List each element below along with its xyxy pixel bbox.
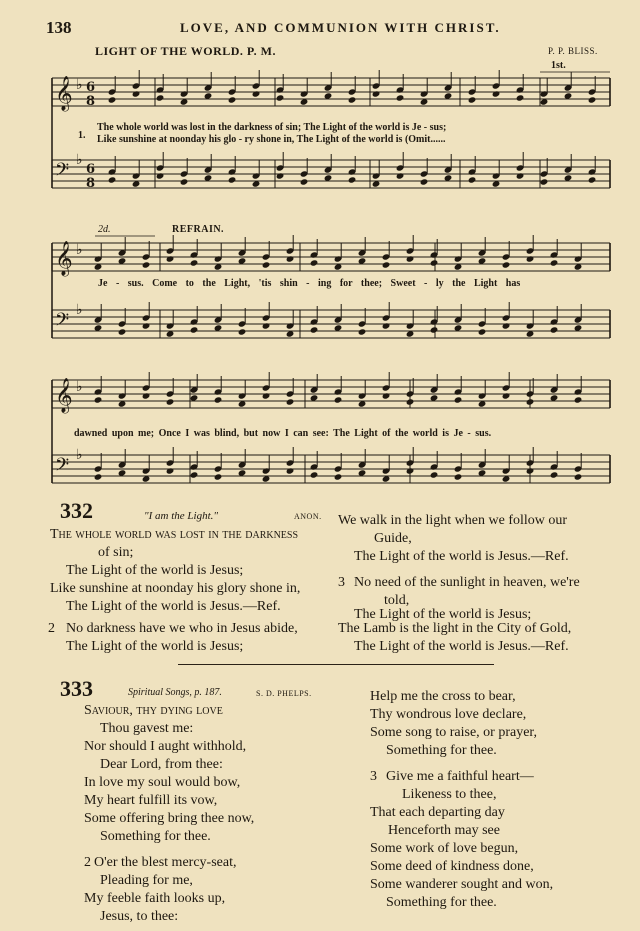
hymn-author: ANON. [294,512,322,521]
hymn-number: 333 [60,676,93,701]
note-head [132,90,141,97]
note-head [310,326,319,333]
note-head [262,322,271,329]
verse-line: The Light of the world is Jesus.—Ref. [66,599,281,614]
treble-clef-icon: 𝄞 [55,76,73,111]
bass-clef-icon: 𝄢 [55,310,70,335]
flat-icon: ♭ [76,302,83,318]
time-signature: 6 [86,80,96,95]
time-signature: 8 [86,176,96,191]
note-head [118,328,127,335]
verse-line: The Light of the world is Jesus.—Ref. [354,639,569,654]
note-head [516,94,525,101]
note-head [550,471,559,478]
note-head [190,326,199,333]
note-head [142,261,151,268]
note-head [190,259,199,266]
note-head [276,94,285,101]
flat-icon: ♭ [76,379,83,395]
verse-line: In love my soul would bow, [84,775,241,790]
note-head [252,90,261,97]
note-head [156,172,165,179]
note-head [214,396,223,403]
note-head [358,328,367,335]
note-head [156,94,165,101]
verse-line: Like sunshine at noonday his glory shone in, [50,581,301,596]
note-head [334,396,343,403]
note-head [214,473,223,480]
verse-line: Give me a faithful heart— [386,769,534,784]
note-head [262,261,271,268]
note-head [406,467,415,474]
verse-line: of sin; [98,545,134,560]
composer: P. P. BLISS. [548,46,598,56]
verse-line: The Light of the world is Jesus.—Ref. [354,549,569,564]
note-head [190,471,199,478]
verse-line: The Light of the world is Jesus; [354,607,532,622]
verse-line: No need of the sunlight in heaven, we're [354,575,580,590]
flat-icon: ♭ [76,77,83,93]
verse-line: Henceforth may see [388,823,500,838]
bass-clef-icon: 𝄢 [55,160,70,185]
page-number: 138 [46,18,72,37]
tune-title: LIGHT OF THE WORLD. P. M. [95,44,276,58]
flat-icon: ♭ [76,242,83,258]
note-head [550,259,559,266]
verse-line: That each departing day [370,805,505,820]
verse-line: My heart fulfill its vow, [84,793,218,808]
note-head [574,396,583,403]
note-head [550,326,559,333]
note-head [382,322,391,329]
note-head [166,398,175,405]
note-head [108,176,117,183]
verse-line: Some wanderer sought and won, [370,877,554,892]
verse-line: My feeble faith looks up, [84,891,226,906]
time-signature: 8 [86,94,96,109]
note-head [406,398,415,405]
note-head [228,96,237,103]
note-head [262,392,271,399]
note-head [516,172,525,179]
refrain-label: REFRAIN. [172,224,225,235]
note-head [406,255,415,262]
verse-line: Pleading for me, [100,873,193,888]
note-head [540,178,549,185]
divider [178,664,494,665]
verse-line: told, [384,593,410,608]
note-head [574,473,583,480]
hymn-source: Spiritual Songs, p. 187. [128,687,222,698]
note-head [276,172,285,179]
treble-clef-icon: 𝄞 [55,378,73,413]
note-head [430,326,439,333]
note-head [396,172,405,179]
note-head [454,473,463,480]
verse-line: Some deed of kindness done, [370,859,534,874]
note-head [502,392,511,399]
lyric-line: Like sunshine at noonday his glo - ry shone in, The Light of the world is (Omit...... [97,134,446,145]
note-head [588,176,597,183]
note-head [526,255,535,262]
hymn-number: 332 [60,498,93,523]
note-head [492,90,501,97]
note-head [382,261,391,268]
note-head [526,467,535,474]
note-head [502,261,511,268]
note-head [310,259,319,266]
first-ending-label: 1st. [551,60,566,71]
verse-line: Something for thee. [386,895,497,910]
verse-number: 2 [48,621,55,636]
note-head [526,398,535,405]
note-head [382,392,391,399]
note-head [142,322,151,329]
note-head [228,176,237,183]
note-head [430,259,439,266]
verse-number: 3 [338,575,345,590]
verse-number: 1. [78,130,86,141]
verse-line: Something for thee. [100,829,211,844]
bass-clef-icon: 𝄢 [55,455,70,480]
note-head [588,96,597,103]
note-head [420,178,429,185]
note-head [238,328,247,335]
verse-line: The Light of the world is Jesus; [66,563,244,578]
hymn-author: S. D. PHELPS. [256,689,312,698]
note-head [286,398,295,405]
note-head [334,473,343,480]
lyric-line: Je - sus. Come to the Light, 'tis shin - ing for thee; Sweet - ly the Light has [98,278,521,289]
note-head [286,255,295,262]
verse-line: Guide, [374,531,412,546]
verse-line: Likeness to thee, [402,787,497,802]
lyric-line: The whole world was lost in the darkness of sin; The Light of the world is Je - sus; [97,122,447,133]
note-head [166,255,175,262]
note-head [94,473,103,480]
lyric-line: dawned upon me; Once I was blind, but now I can see: The Light of the world is Je - sus. [74,428,492,439]
time-signature: 6 [86,162,96,177]
verse-line: Dear Lord, from thee: [100,757,223,772]
verse-number: 2 [84,855,91,870]
verse-line: The Light of the world is Jesus; [66,639,244,654]
verse-line: Thou gavest me: [100,721,194,736]
verse-line: Saviour, thy dying love [84,703,223,718]
verse-line: No darkness have we who in Jesus abide, [66,621,298,636]
note-head [166,467,175,474]
note-head [348,96,357,103]
treble-clef-icon: 𝄞 [55,241,73,276]
note-head [94,396,103,403]
note-head [430,471,439,478]
flat-icon: ♭ [76,447,83,463]
note-head [142,392,151,399]
note-head [478,328,487,335]
note-head [300,178,309,185]
flat-icon: ♭ [76,152,83,168]
verse-line: Some offering bring thee now, [84,811,255,826]
verse-line: The Lamb is the light in the City of Gold, [338,621,572,636]
hymn-epigraph: "I am the Light." [144,510,219,522]
note-head [502,322,511,329]
verse-line: Some work of love begun, [370,841,519,856]
note-head [454,396,463,403]
verse-line: We walk in the light when we follow our [338,513,568,528]
verse-number: 3 [370,769,377,784]
verse-line: The whole world was lost in the darkness [50,527,299,542]
running-header: LOVE, AND COMMUNION WITH CHRIST. [180,20,501,35]
note-head [180,178,189,185]
verse-line: Some song to raise, or prayer, [370,725,538,740]
verse-line: Help me the cross to bear, [370,689,516,704]
verse-line: Something for thee. [386,743,497,758]
note-head [348,176,357,183]
note-head [310,471,319,478]
note-head [468,176,477,183]
verse-line: Nor should I aught withhold, [84,739,247,754]
note-head [396,94,405,101]
note-head [286,467,295,474]
second-ending-label: 2d. [98,224,111,235]
note-head [108,96,117,103]
verse-line: Thy wondrous love declare, [370,707,527,722]
note-head [468,96,477,103]
verse-line: Jesus, to thee: [100,909,179,924]
note-head [372,90,381,97]
verse-line: O'er the blest mercy-seat, [94,855,237,870]
